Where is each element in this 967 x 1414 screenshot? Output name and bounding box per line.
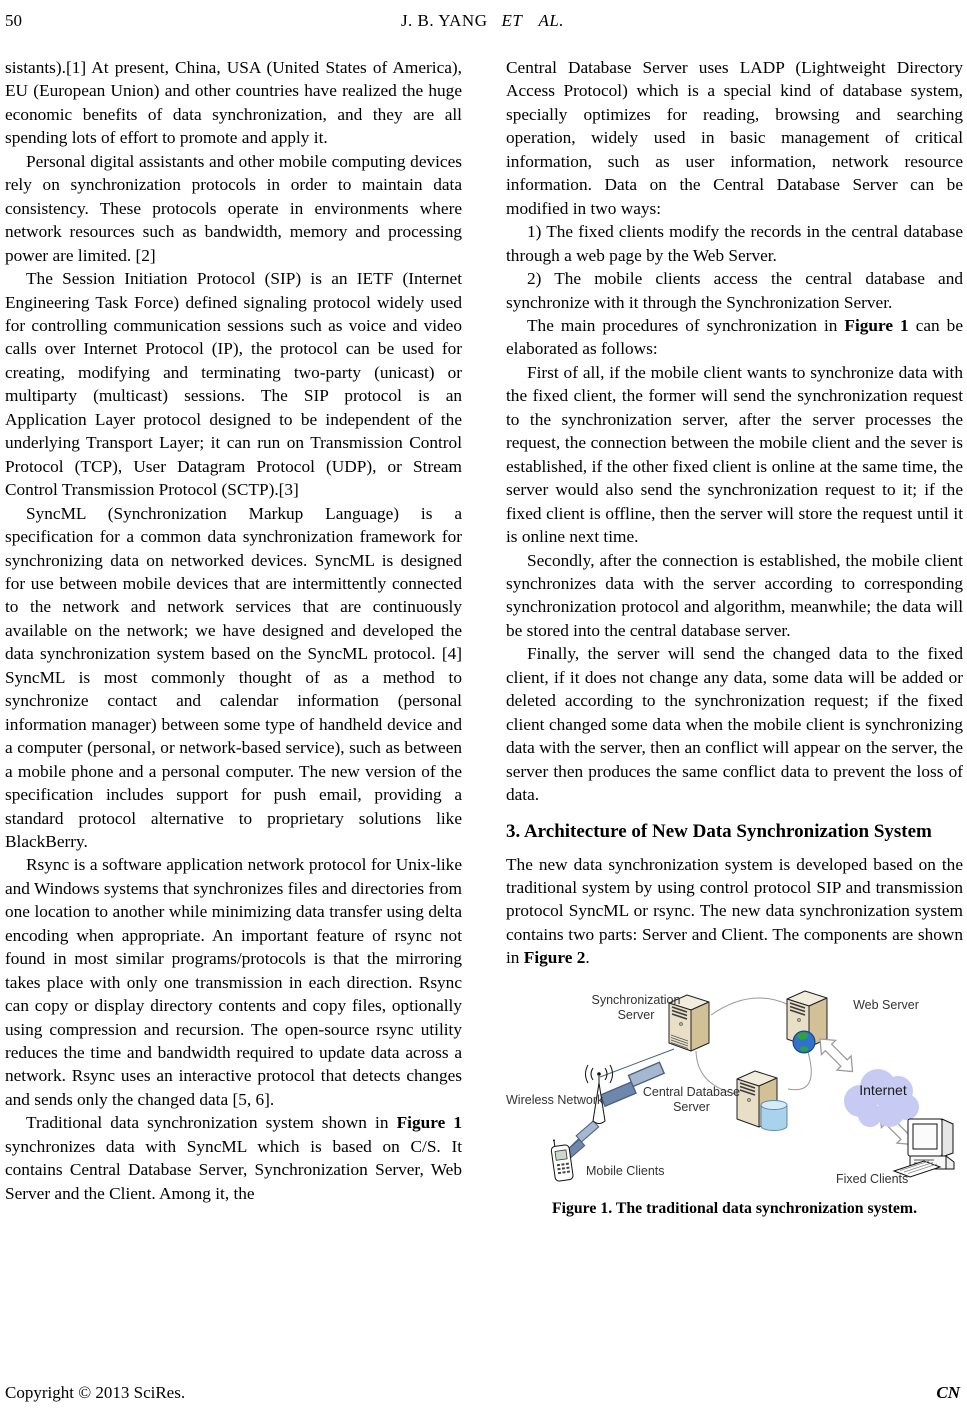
section-heading: 3. Architecture of New Data Synchronization System xyxy=(506,820,932,842)
paragraph: SyncML (Synchronization Markup Language) is a specification for a common data synchronization framework for synchronizing data on networked devices. SyncML is designed for use between mobile devices that are intermittently connected to the network and network services that are continuously available on the network; we have designed and developed the data synchronization system based on the SyncML protocol. [4] SyncML is most commonly thought of as a method to synchronize contact and calendar information (personal information manager) between some type of handheld device and a computer (personal, or network-based service), such as between a mobile phone and a personal computer. The new version of the specification includes support for push email, providing a standard protocol alternative to proprietary solutions like BlackBerry. xyxy=(5,503,462,851)
double-arrow-icon xyxy=(813,1032,860,1079)
database-cylinder-icon xyxy=(761,1100,787,1130)
mobile-phone-icon xyxy=(550,1137,574,1181)
paragraph: sistants).[1] At present, China, USA (United States of America), EU (European Union) and other countries have realized the huge economic benefits of data synchronization, and they are all spending lots of effort to promote and apply it. xyxy=(5,58,462,148)
globe-icon xyxy=(793,1031,815,1053)
running-title xyxy=(5,11,960,31)
paragraph-text: The main procedures of synchronization in xyxy=(527,315,845,335)
right-column xyxy=(506,56,963,1220)
page-header xyxy=(5,11,960,35)
figure-label-wireless-network: Wireless Network xyxy=(506,1092,604,1107)
figure-reference: Figure 1 xyxy=(396,1113,463,1133)
paragraph-text: Traditional data synchronization system shown in xyxy=(26,1113,397,1133)
figure-label-central-db: Central Database Server xyxy=(642,1084,741,1114)
desktop-computer-icon xyxy=(894,1119,954,1177)
paragraph-text: . xyxy=(585,948,590,968)
paragraph xyxy=(5,1111,462,1205)
running-title-authors: J. B. YANG xyxy=(400,11,488,30)
figure-label-fixed-clients: Fixed Clients xyxy=(836,1171,909,1186)
figure-label-web-server: Web Server xyxy=(853,997,919,1012)
figure-label-internet: Internet xyxy=(859,1081,907,1098)
paragraph: Rsync is a software application network protocol for Unix-like and Windows systems that synchronizes files and directories from one location to another while minimizing data transfer using delta encoding when appropriate. An important feature of rsync not found in most similar programs/protocols is that the mirroring takes place with only one transmission in each direction. Rsync can copy or display directory contents and copy files, optionally using compression and recursion. The open-source rsync utility reduces the time and bandwidth required to update data across a network. Rsync uses an interactive protocol that detects changes and sends only the changed data [5, 6]. xyxy=(5,855,462,1109)
figure-label-sync-server: Synchronization Server xyxy=(591,992,681,1022)
paragraph: Central Database Server uses LADP (Lightweight Directory Access Protocol) which is a special kind of database system, specially optimizes for reading, browsing and searching operation, widely used in basic management of critical information, such as user information, network resource information. Data on the Central Database Server can be modified in two ways: xyxy=(506,58,963,218)
left-column xyxy=(5,56,462,1220)
body-columns xyxy=(5,56,963,1220)
figure-1-caption: Figure 1. The traditional data synchronization system. xyxy=(551,1199,918,1217)
copyright-notice: Copyright © 2013 SciRes. xyxy=(5,1383,186,1402)
figure-label-mobile-clients: Mobile Clients xyxy=(586,1163,665,1178)
paragraph xyxy=(506,314,963,361)
paragraph: Secondly, after the connection is established, the mobile client synchronizes data with the server according to corresponding synchronization protocol and algorithm, meanwhile; the data will be stored into the central database server. xyxy=(506,550,963,640)
list-item: 1) The fixed clients modify the records in the central database through a web page by the Web Server. xyxy=(506,222,963,265)
page-number: 50 xyxy=(5,11,22,30)
paragraph-text: can be elaborated as follows: xyxy=(506,315,963,359)
running-title-etal: ET AL. xyxy=(501,11,565,30)
paragraph: Personal digital assistants and other mobile computing devices rely on synchronization protocols in order to maintain data consistency. These protocols operate in environments where network resources such as bandwidth, memory and processing power are limited. [2] xyxy=(5,151,462,265)
figure-reference: Figure 2 xyxy=(523,948,586,968)
paragraph-text: The new data synchronization system is developed based on the traditional system by using control protocol SIP and transmission protocol SyncML or rsync. The new data synchronization system contains two parts: Server and Client. The components are shown in xyxy=(506,854,963,968)
paragraph-text: synchronizes data with SyncML which is based on C/S. It contains Central Database Server, Synchronization Server, Web Server and the Client. Among it, the xyxy=(5,1136,462,1203)
paragraph xyxy=(506,853,963,970)
paragraph: The Session Initiation Protocol (SIP) is an IETF (Internet Engineering Task Force) defined signaling protocol widely used for controlling communication sessions such as voice and video calls over Internet Protocol (IP), the protocol can be used for creating, modifying and terminating two-party (unicast) or multiparty (multicast) sessions. The SIP protocol is an Application Layer protocol designed to be independent of the underlying Transport Layer; it can run on Transmission Control Protocol (TCP), User Datagram Protocol (UDP), or Stream Control Transmission Protocol (SCTP).[3] xyxy=(5,269,462,500)
paragraph: First of all, if the mobile client wants to synchronize data with the fixed client, the former will send the synchronization request to the synchronization server, after the server processes the request, the connection between the mobile client and the sever is established, if the other fixed client is online at the same time, the server would also send the synchronization request to it; if the fixed client is offline, then the server will store the request until it is online next time. xyxy=(506,362,963,547)
list-item: 2) The mobile clients access the central database and synchronize with it through the Synchronization Server. xyxy=(506,269,963,312)
paragraph: Finally, the server will send the changed data to the fixed client, if it does not change any data, some data will be added or deleted according to the synchronization request; if the fixed client changed some data when the mobile client is synchronizing data with the server, then an conflict will appear on the server, the server then produces the same conflict data to prevent the loss of data. xyxy=(506,644,963,805)
page-footer xyxy=(5,1383,960,1403)
journal-code: CN xyxy=(936,1383,960,1402)
figure-reference: Figure 1 xyxy=(844,315,909,335)
figure-1 xyxy=(506,985,963,1197)
